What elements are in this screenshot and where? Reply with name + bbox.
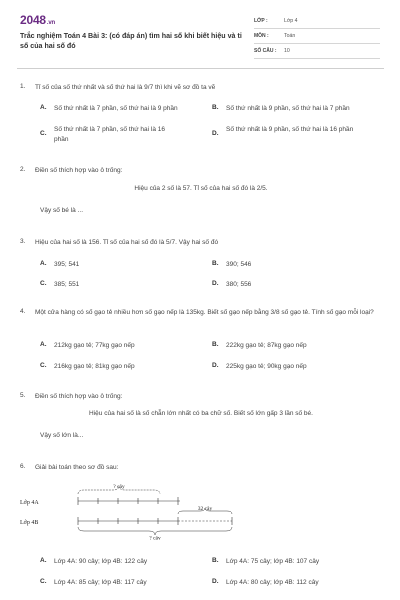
option-text: 216kg gạo tẻ; 81kg gạo nếp	[54, 363, 135, 370]
question-number: 3.	[20, 238, 26, 245]
row-label-a: Lớp 4A	[20, 500, 39, 506]
option-letter: C.	[40, 362, 47, 369]
meta-value: Toán	[284, 33, 296, 39]
option-text: Số thứ nhất là 9 phần, số thứ hai là 7 phần	[226, 105, 350, 112]
site-logo[interactable]	[20, 13, 55, 27]
option-text: 390; 546	[226, 261, 252, 268]
option-letter: D.	[212, 578, 219, 585]
logo-main: 2048	[20, 13, 46, 27]
meta-label: MÔN :	[254, 33, 269, 39]
option-letter: A.	[40, 341, 47, 348]
segment-bar-a	[78, 497, 180, 505]
option-letter: B.	[212, 104, 219, 111]
answer-prompt[interactable]: Vậy số bé là ...	[40, 207, 83, 214]
option-text: 212kg gạo tẻ; 77kg gạo nếp	[54, 342, 135, 349]
option-letter: C.	[40, 130, 47, 137]
question-statement: Hiệu của 2 số là 57. Tỉ số của hai số đó là 2/5.	[134, 185, 268, 192]
question-number: 1.	[20, 83, 26, 90]
question-number: 6.	[20, 463, 26, 470]
meta-value: 10	[284, 48, 290, 54]
meta-label: SỐ CÂU :	[254, 48, 277, 54]
header-divider	[17, 68, 384, 69]
question-statement: Hiệu của hai số là số chẵn lớn nhất có ba chữ số. Biết số lớn gấp 3 lần số bé.	[89, 410, 313, 417]
question-text: Điền số thích hợp vào ô trống:	[35, 167, 123, 174]
option-text: Lớp 4A: 85 cây; lớp 4B: 117 cây	[54, 579, 147, 586]
row-label-b: Lớp 4B	[20, 520, 39, 526]
meta-row-subject	[254, 31, 380, 44]
label-bottom: ? cây	[149, 535, 161, 540]
label-top: ? cây	[113, 484, 125, 490]
option-letter: B.	[212, 341, 219, 348]
meta-row-count	[254, 46, 380, 59]
brace-bottom	[78, 527, 232, 535]
page-title: Trắc nghiệm Toán 4 Bài 3: (có đáp án) tìm hai số khi biết hiệu và tỉ số của hai số đó	[20, 32, 242, 50]
meta-value: Lớp 4	[284, 18, 298, 24]
meta-info	[254, 16, 380, 61]
label-diff: 32 cây	[197, 506, 213, 512]
option-text: 380; 556	[226, 281, 252, 288]
logo-sub: .vn	[46, 20, 55, 26]
answer-prompt[interactable]: Vậy số lớn là...	[40, 432, 84, 439]
option-text: Số thứ nhất là 7 phần, số thứ hai là 16 phần	[54, 126, 165, 143]
option-letter: A.	[40, 557, 47, 564]
option-text: Số thứ nhất là 9 phần, số thứ hai là 16 phần	[226, 126, 354, 133]
question-number: 4.	[20, 308, 26, 315]
question-text: Tỉ số của số thứ nhất và số thứ hai là 9/7 thì khi vẽ sơ đồ ta vẽ	[35, 84, 216, 91]
option-letter: D.	[212, 362, 219, 369]
option-text: Lớp 4A: 80 cây; lớp 4B: 112 cây	[226, 579, 319, 586]
page-header	[0, 0, 400, 64]
meta-row-class	[254, 16, 380, 29]
option-letter: C.	[40, 578, 47, 585]
question-text: Một cửa hàng có số gạo tẻ nhiều hơn số gạo nếp là 135kg. Biết số gạo nếp bằng 3/8 số gạo tẻ. Tính số gạo mỗi loại?	[35, 309, 374, 316]
ratio-diagram	[20, 480, 250, 540]
brace-top	[78, 486, 160, 494]
option-letter: A.	[40, 260, 47, 267]
option-letter: D.	[212, 130, 219, 137]
question-text: Hiệu của hai số là 156. Tỉ số của hai số đó là 5/7. Vậy hai số đó	[35, 239, 219, 246]
question-text: Giải bài toán theo sơ đồ sau:	[35, 464, 119, 471]
option-letter: B.	[212, 557, 219, 564]
option-letter: D.	[212, 280, 219, 287]
option-letter: B.	[212, 260, 219, 267]
question-text: Điền số thích hợp vào ô trống:	[35, 393, 123, 400]
option-text: Số thứ nhất là 7 phần, số thứ hai là 9 phần	[54, 105, 178, 112]
option-letter: A.	[40, 104, 47, 111]
option-text: Lớp 4A: 75 cây; lớp 4B: 107 cây	[226, 558, 320, 565]
segment-bar-b	[78, 517, 232, 525]
option-text: 222kg gạo tẻ; 87kg gạo nếp	[226, 342, 307, 349]
question-number: 5.	[20, 392, 26, 399]
option-text: 385; 551	[54, 281, 80, 288]
option-letter: C.	[40, 280, 47, 287]
option-text: Lớp 4A: 90 cây; lớp 4B: 122 cây	[54, 558, 148, 565]
meta-label: LỚP :	[254, 18, 268, 24]
question-number: 2.	[20, 166, 26, 173]
option-text: 225kg gạo tẻ; 90kg gạo nếp	[226, 363, 307, 370]
option-text: 395; 541	[54, 261, 80, 268]
